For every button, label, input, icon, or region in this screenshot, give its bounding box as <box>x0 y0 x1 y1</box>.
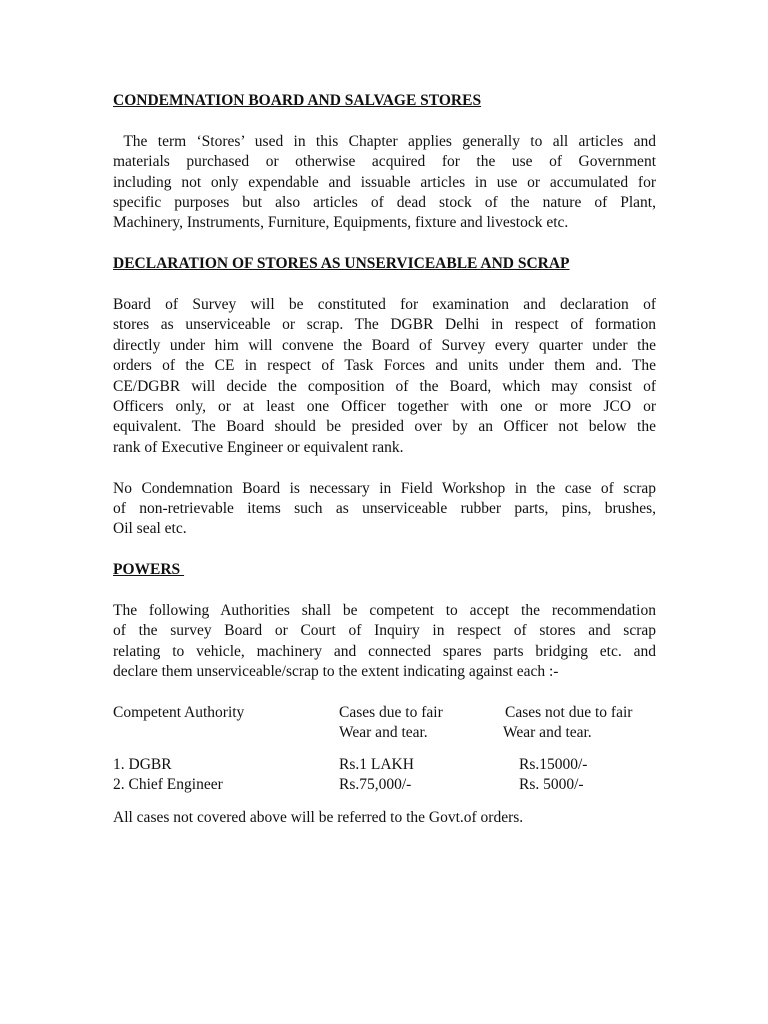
board-line: directly under him will convene the Board of Survey every quarter under the <box>113 336 656 354</box>
no-board-line: Oil seal etc. <box>113 520 187 538</box>
intro-line: specific purposes but also articles of dead stock of the nature of Plant, <box>113 194 656 212</box>
table-header-fair-line2: Wear and tear. <box>339 724 428 742</box>
powers-line: The following Authorities shall be competent to accept the recommendation <box>113 602 656 620</box>
table-header-fair: Cases due to fair <box>339 704 443 722</box>
board-line: CE/DGBR will decide the composition of the Board, which may consist of <box>113 377 656 395</box>
table-row-authority: 2. Chief Engineer <box>113 776 223 794</box>
table-row-not-fair: Rs. 5000/- <box>519 776 584 794</box>
declaration-heading: DECLARATION OF STORES AS UNSERVICEABLE AND SCRAP <box>113 255 570 273</box>
board-line: stores as unserviceable or scrap. The DGBR Delhi in respect of formation <box>113 316 656 334</box>
authority-table <box>113 703 656 794</box>
no-board-line: of non-retrievable items such as unserviceable rubber parts, pins, brushes, <box>113 500 656 518</box>
intro-line: Machinery, Instruments, Furniture, Equipments, fixture and livestock etc. <box>113 214 569 232</box>
powers-paragraph <box>113 601 656 683</box>
table-row-fair: Rs.1 LAKH <box>339 756 414 774</box>
document-page <box>113 91 656 828</box>
board-line: Board of Survey will be constituted for examination and declaration of <box>113 296 656 314</box>
board-line: orders of the CE in respect of Task Forces and units under them and. The <box>113 357 656 375</box>
board-paragraph <box>113 295 656 458</box>
section-title: CONDEMNATION BOARD AND SALVAGE STORES <box>113 92 482 109</box>
table-row-fair: Rs.75,000/- <box>339 776 412 794</box>
table-row-authority: 1. DGBR <box>113 756 172 774</box>
table-header-authority: Competent Authority <box>113 704 245 722</box>
table-header-not-fair: Cases not due to fair <box>505 704 633 722</box>
powers-line: relating to vehicle, machinery and connected spares parts bridging etc. and <box>113 642 656 660</box>
closing-line: All cases not covered above will be referred to the Govt.of orders. <box>113 809 524 827</box>
no-board-line: No Condemnation Board is necessary in Field Workshop in the case of scrap <box>113 479 656 497</box>
board-line: Officers only, or at least one Officer together with one or more JCO or <box>113 398 656 416</box>
powers-line: of the survey Board or Court of Inquiry in respect of stores and scrap <box>113 622 656 640</box>
intro-line: including not only expendable and issuable articles in use or accumulated for <box>113 173 656 191</box>
intro-paragraph <box>113 132 656 234</box>
table-row-not-fair: Rs.15000/- <box>519 756 588 774</box>
powers-line: declare them unserviceable/scrap to the extent indicating against each :- <box>113 663 559 681</box>
table-header-not-fair-line2: Wear and tear. <box>503 724 592 742</box>
board-line: rank of Executive Engineer or equivalent rank. <box>113 438 404 456</box>
no-board-paragraph <box>113 479 656 540</box>
intro-line: The term ‘Stores’ used in this Chapter applies generally to all articles and <box>113 132 656 150</box>
powers-heading: POWERS <box>113 561 185 579</box>
board-line: equivalent. The Board should be presided over by an Officer not below the <box>113 418 656 436</box>
intro-line: materials purchased or otherwise acquired for the use of Government <box>113 153 656 171</box>
